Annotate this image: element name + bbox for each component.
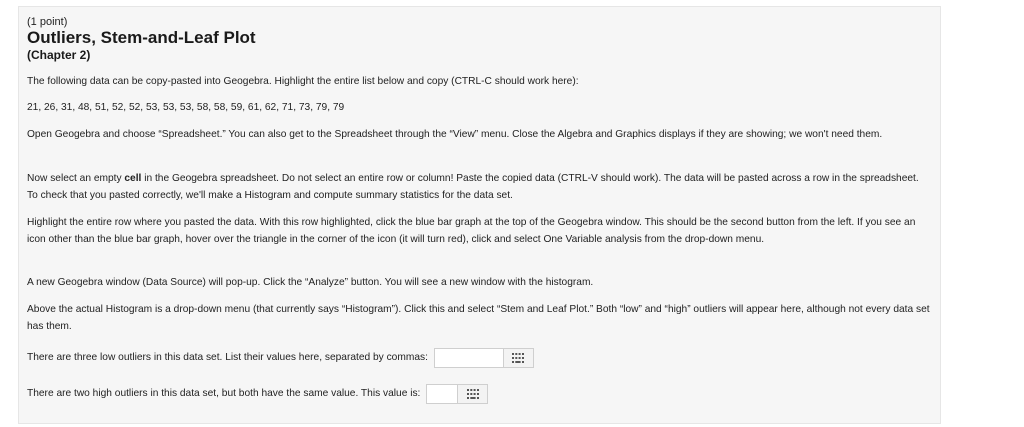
high-outlier-input[interactable] — [426, 384, 458, 404]
keypad-icon — [467, 389, 479, 399]
data-list: 21, 26, 31, 48, 51, 52, 52, 53, 53, 53, 58, 58, 59, 61, 62, 71, 73, 79, 79 — [27, 102, 345, 113]
cell-emphasis: cell — [124, 173, 142, 184]
intro-paragraph: The following data can be copy-pasted into Geogebra. Highlight the entire list below and copy (CTRL-C should work here): — [27, 76, 579, 87]
problem-title: Outliers, Stem-and-Leaf Plot — [27, 28, 256, 47]
stem-leaf-paragraph: Above the actual Histogram is a drop-down menu (that currently says “Histogram”). Click this and select “Stem and Leaf Plot.” Both “low” and “high” outliers will appear here, although not every data set has them. — [27, 304, 930, 332]
chapter-label: (Chapter 2) — [27, 48, 91, 62]
histogram-paragraph: Highlight the entire row where you pasted the data. With this row highlighted, click the blue bar graph at the top of the Geogebra window. This should be the second button from the left. If you see an icon other than the blue bar graph, hover over the triangle in the corner of the icon (it will turn red), click and select One Variable analysis from the drop-down menu. — [27, 217, 916, 245]
low-outliers-row — [27, 348, 534, 368]
paste-text-before: Now select an empty — [27, 173, 125, 184]
spreadsheet-paragraph: Open Geogebra and choose “Spreadsheet.” You can also get to the Spreadsheet through the “View” menu. Close the Algebra and Graphics displays if they are showing; we won't need them. — [27, 129, 883, 140]
paste-text-after: in the Geogebra spreadsheet. Do not select an entire row or column! Paste the copied data (CTRL-V should work). The data will be pasted across a row in the spreadsheet. To check that you pasted correctly, we'll make a Histogram and compute summary statistics for the data set. — [27, 173, 919, 201]
low-outliers-keypad-button[interactable] — [504, 348, 534, 368]
paste-paragraph — [27, 171, 932, 204]
keypad-icon — [512, 353, 524, 363]
high-outlier-label: There are two high outliers in this data set, but both have the same value. This value is: — [27, 388, 421, 399]
point-value: (1 point) — [27, 16, 68, 28]
analyze-paragraph: A new Geogebra window (Data Source) will pop-up. Click the “Analyze” button. You will see a new window with the histogram. — [27, 277, 594, 288]
problem-panel — [18, 6, 941, 424]
high-outlier-row — [27, 384, 488, 404]
low-outliers-input[interactable] — [434, 348, 504, 368]
high-outlier-keypad-button[interactable] — [458, 384, 488, 404]
low-outliers-label: There are three low outliers in this data set. List their values here, separated by commas: — [27, 352, 428, 363]
